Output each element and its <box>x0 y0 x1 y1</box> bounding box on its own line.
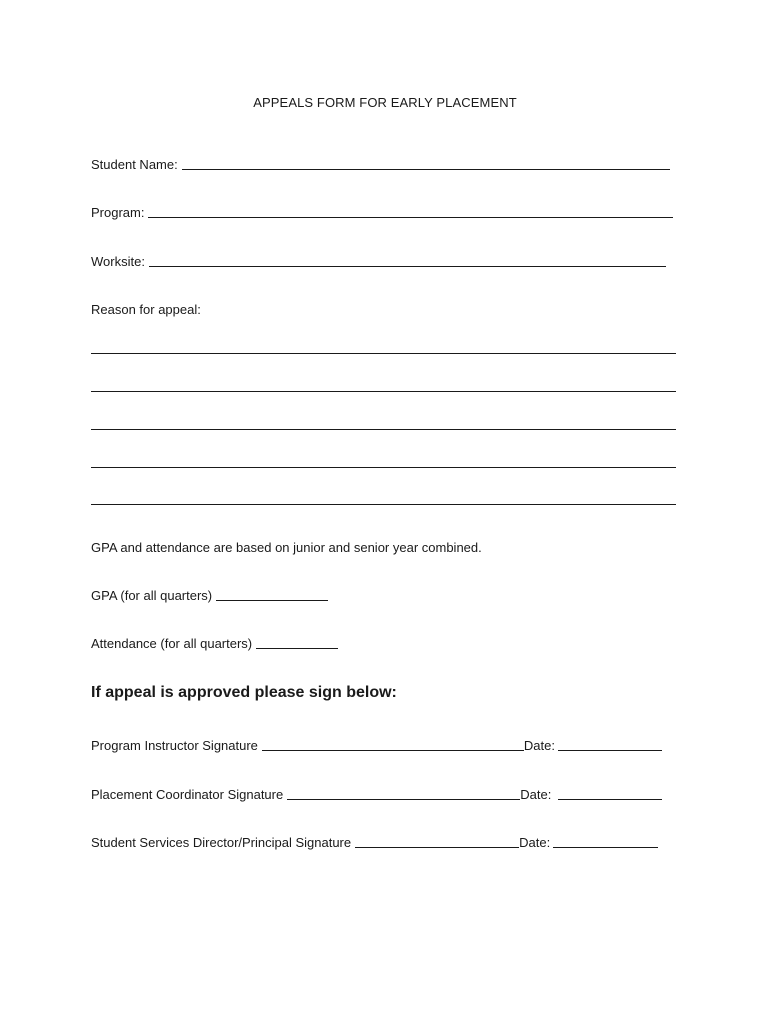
attendance-label: Attendance (for all quarters) <box>91 636 253 651</box>
attendance-row <box>91 636 338 651</box>
worksite-label: Worksite: <box>91 254 145 269</box>
date-label: Date: <box>523 738 555 753</box>
instructor-date-field[interactable] <box>558 749 662 751</box>
program-field[interactable] <box>148 216 673 218</box>
gpa-label: GPA (for all quarters) <box>91 588 213 603</box>
student-name-field[interactable] <box>182 168 670 170</box>
instructor-signature-field[interactable] <box>262 749 524 751</box>
gpa-field[interactable] <box>216 599 328 601</box>
approval-heading: If appeal is approved please sign below: <box>91 684 397 701</box>
signature-row-coordinator <box>91 787 662 802</box>
student-name-row <box>91 157 670 172</box>
program-row <box>91 205 673 220</box>
reason-label: Reason for appeal: <box>91 302 201 317</box>
gpa-note: GPA and attendance are based on junior and senior year combined. <box>91 540 482 555</box>
signature-label: Program Instructor Signature <box>91 738 258 753</box>
reason-line-5[interactable] <box>91 504 676 505</box>
gpa-row <box>91 588 328 603</box>
reason-line-2[interactable] <box>91 391 676 392</box>
student-name-label: Student Name: <box>91 157 178 172</box>
reason-line-3[interactable] <box>91 429 676 430</box>
reason-line-4[interactable] <box>91 467 676 468</box>
worksite-row <box>91 254 666 269</box>
date-label: Date: <box>520 787 552 802</box>
attendance-field[interactable] <box>256 647 338 649</box>
signature-label: Student Services Director/Principal Signature <box>91 835 352 850</box>
coordinator-signature-field[interactable] <box>287 798 520 800</box>
program-label: Program: <box>91 205 145 220</box>
signature-row-instructor <box>91 738 662 753</box>
reason-line-1[interactable] <box>91 353 676 354</box>
director-date-field[interactable] <box>553 846 658 848</box>
worksite-field[interactable] <box>149 265 666 267</box>
form-title: APPEALS FORM FOR EARLY PLACEMENT <box>253 95 517 110</box>
signature-row-director <box>91 835 658 850</box>
signature-label: Placement Coordinator Signature <box>91 787 284 802</box>
date-label: Date: <box>519 835 551 850</box>
coordinator-date-field[interactable] <box>558 798 662 800</box>
director-signature-field[interactable] <box>355 846 519 848</box>
